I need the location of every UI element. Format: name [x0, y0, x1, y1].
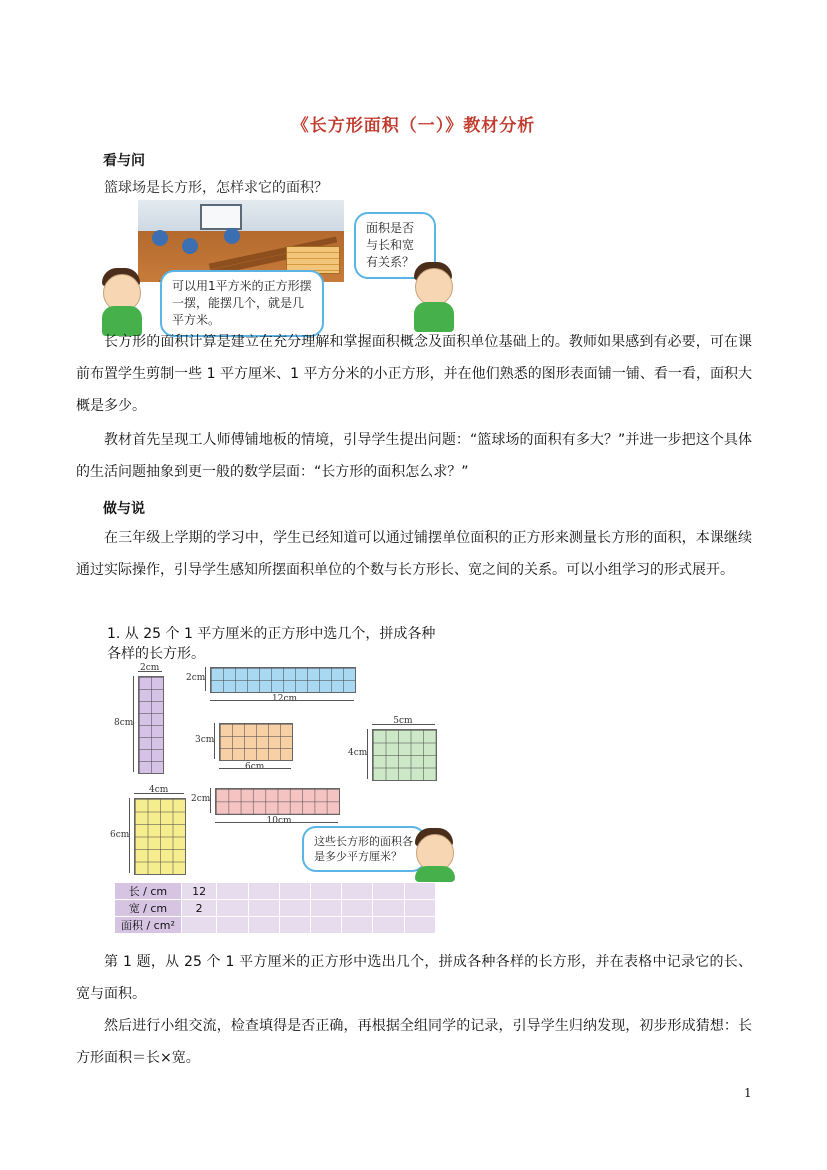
rect-blue — [210, 667, 356, 693]
table-cell — [373, 883, 404, 900]
table-cell — [248, 883, 279, 900]
height-dimension-line — [367, 729, 368, 779]
height-label: 4cm — [348, 748, 368, 758]
speech-bubble-right: 面积是否与长和宽有关系？ — [354, 212, 436, 279]
height-dimension-line — [205, 667, 206, 691]
paragraph: 第 1 题，从 25 个 1 平方厘米的正方形中选出几个，拼成各种各样的长方形，并在表格中记录它的长、宽与面积。 — [76, 954, 752, 1002]
boy-icon — [412, 262, 456, 328]
table-cell — [279, 917, 310, 934]
width-dimension-line — [210, 700, 354, 701]
width-dimension-line — [219, 768, 291, 769]
table-row — [115, 900, 436, 917]
table-cell — [217, 883, 248, 900]
height-label: 3cm — [195, 735, 215, 745]
table-cell — [311, 883, 342, 900]
table-cell — [342, 883, 373, 900]
section-heading-do-say: 做与说 — [103, 501, 145, 517]
table-cell — [311, 900, 342, 917]
width-label: 5cm — [393, 716, 413, 726]
height-dimension-line — [210, 788, 211, 813]
table-cell — [279, 883, 310, 900]
width-dimension-line — [138, 671, 162, 672]
width-dimension-line — [134, 793, 184, 794]
table-cell — [404, 883, 435, 900]
table-cell — [217, 900, 248, 917]
width-label: 12cm — [272, 694, 298, 704]
width-dimension-line — [215, 822, 338, 823]
table-row-label: 宽 / cm — [115, 900, 182, 917]
table-cell — [311, 917, 342, 934]
worker-icon — [224, 228, 240, 244]
table-row — [115, 883, 436, 900]
girl-icon — [100, 268, 144, 328]
table-row-label: 面积 / cm² — [115, 917, 182, 934]
figure-question: 篮球场是长方形，怎样求它的面积？ — [104, 180, 328, 196]
table-cell: 2 — [181, 900, 217, 917]
table-cell — [181, 917, 217, 934]
width-dimension-line — [372, 724, 435, 725]
height-label: 2cm — [186, 673, 206, 683]
table-cell — [248, 900, 279, 917]
table-cell: 12 — [181, 883, 217, 900]
document-title: 《长方形面积（一）》教材分析 — [291, 116, 536, 136]
worker-icon — [152, 230, 168, 246]
section-heading-look-ask: 看与问 — [103, 153, 145, 169]
speech-bubble-left: 可以用1平方米的正方形摆一摆，能摆几个，就是几平方米。 — [160, 270, 324, 337]
paragraph: 然后进行小组交流，检查填得是否正确，再根据全组同学的记录，引导学生归纳发现，初步形成猜想：长方形面积＝长×宽。 — [76, 1018, 752, 1066]
paragraph: 教材首先呈现工人师傅铺地板的情境，引导学生提出问题：“篮球场的面积有多大？”并进一步把这个具体的生活问题抽象到更一般的数学层面：“长方形的面积怎么求？” — [76, 432, 752, 480]
table-cell — [404, 917, 435, 934]
task-text: 1. 从 25 个 1 平方厘米的正方形中选几个，拼成各种各样的长方形。 — [107, 626, 436, 662]
height-dimension-line — [129, 798, 130, 873]
rect-green — [372, 729, 437, 781]
table-cell — [342, 917, 373, 934]
rect-yellow — [134, 798, 186, 875]
width-label: 4cm — [149, 785, 169, 795]
table-cell — [248, 917, 279, 934]
width-label: 6cm — [245, 762, 265, 772]
table-row — [115, 917, 436, 934]
rect-orange — [219, 723, 293, 761]
height-label: 8cm — [114, 718, 134, 728]
height-label: 2cm — [191, 794, 211, 805]
width-label: 2cm — [140, 663, 160, 673]
boy-icon — [413, 828, 457, 882]
height-dimension-line — [214, 723, 215, 759]
speech-bubble-question: 这些长方形的面积各是多少平方厘米？ — [302, 826, 426, 872]
height-label: 6cm — [110, 829, 130, 840]
rect-purple — [138, 676, 164, 774]
table-cell — [404, 900, 435, 917]
table-cell — [342, 900, 373, 917]
paragraph: 长方形的面积计算是建立在充分理解和掌握面积概念及面积单位基础上的。教师如果感到有必要，可在课前布置学生剪制一些 1 平方厘米、1 平方分米的小正方形，并在他们熟悉的图形表面铺一铺、看一看，面积大概是多少。 — [76, 334, 752, 414]
table-cell — [217, 917, 248, 934]
table-cell — [373, 900, 404, 917]
worker-icon — [182, 238, 198, 254]
width-label: 10cm — [266, 815, 292, 826]
table-cell — [373, 917, 404, 934]
rect-pink — [215, 788, 340, 815]
page-number: 1 — [744, 1086, 752, 1100]
paragraph: 在三年级上学期的学习中，学生已经知道可以通过铺摆单位面积的正方形来测量长方形的面积，本课继续通过实际操作，引导学生感知所摆面积单位的个数与长方形长、宽之间的关系。可以小组学习的形式展开。 — [76, 530, 752, 578]
table-row-label: 长 / cm — [115, 883, 182, 900]
record-table — [114, 882, 436, 934]
height-dimension-line — [133, 676, 134, 772]
table-cell — [279, 900, 310, 917]
basketball-hoop-icon — [200, 204, 242, 230]
